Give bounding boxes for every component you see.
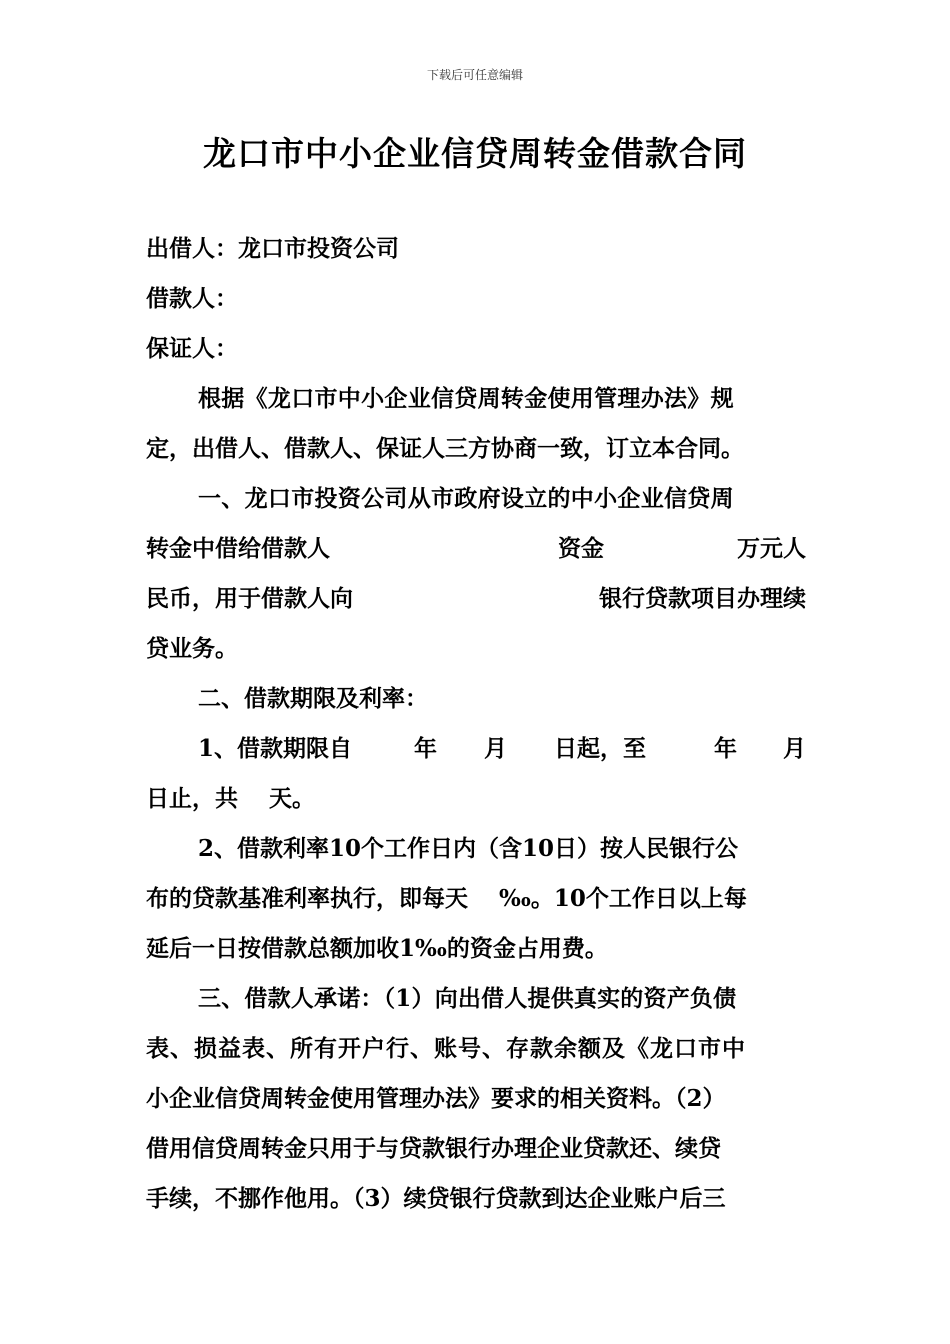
section2-item2-line-2: 布的贷款基准利率执行，即每天 ‰。10个工作日以上每 (146, 885, 747, 912)
guarantor-line: 保证人： (146, 335, 238, 362)
term-from-day: 日起，至 (554, 735, 646, 762)
section1-line-3-part-a: 民币，用于借款人向 (146, 585, 353, 612)
term-to-month: 月 (783, 735, 806, 762)
section1-line-3 (146, 582, 806, 616)
intro-line-2: 定，出借人、借款人、保证人三方协商一致，订立本合同。 (146, 435, 744, 462)
section3-line-2: 表、损益表、所有开户行、账号、存款余额及《龙口市中 (146, 1035, 746, 1062)
lender-line: 出借人：龙口市投资公司 (146, 235, 399, 262)
section3-line-5: 手续，不挪作他用。（3）续贷银行贷款到达企业账户后三 (146, 1185, 726, 1212)
section1-line-2-part-b: 资金 (558, 535, 604, 562)
section1-line-1: 一、龙口市投资公司从市政府设立的中小企业信贷周 (198, 485, 734, 512)
borrower-line: 借款人： (146, 285, 238, 312)
section1-line-2-part-a: 转金中借给借款人 (146, 535, 330, 562)
section2-item2-line-3: 延后一日按借款总额加收1‰的资金占用费。 (146, 935, 608, 962)
term-to-year: 年 (714, 735, 737, 762)
section2-item1-line-2: 日止，共 天。 (146, 785, 316, 812)
section3-line-1: 三、借款人承诺：（1）向出借人提供真实的资产负债 (198, 985, 737, 1012)
section2-item2-line-1: 2、借款利率10个工作日内（含10日）按人民银行公 (198, 835, 739, 862)
section2-item1-line-1 (146, 732, 806, 766)
intro-line-1: 根据《龙口市中小企业信贷周转金使用管理办法》规 (198, 385, 734, 412)
section1-line-2-part-c: 万元人 (737, 535, 806, 562)
term-from-month: 月 (484, 735, 507, 762)
section3-line-4: 借用信贷周转金只用于与贷款银行办理企业贷款还、续贷 (146, 1135, 721, 1162)
section2-heading: 二、借款期限及利率： (198, 685, 428, 712)
section1-line-4: 贷业务。 (146, 635, 238, 662)
term-from-label: 1、借款期限自 (198, 735, 353, 762)
term-from-year: 年 (414, 735, 437, 762)
header-note: 下载后可任意编辑 (426, 68, 523, 82)
section1-line-2 (146, 532, 806, 566)
section1-line-3-part-b: 银行贷款项目办理续 (599, 585, 806, 612)
section3-line-3: 小企业信贷周转金使用管理办法》要求的相关资料。（2） (146, 1085, 726, 1112)
document-title: 龙口市中小企业信贷周转金借款合同 (203, 134, 747, 173)
